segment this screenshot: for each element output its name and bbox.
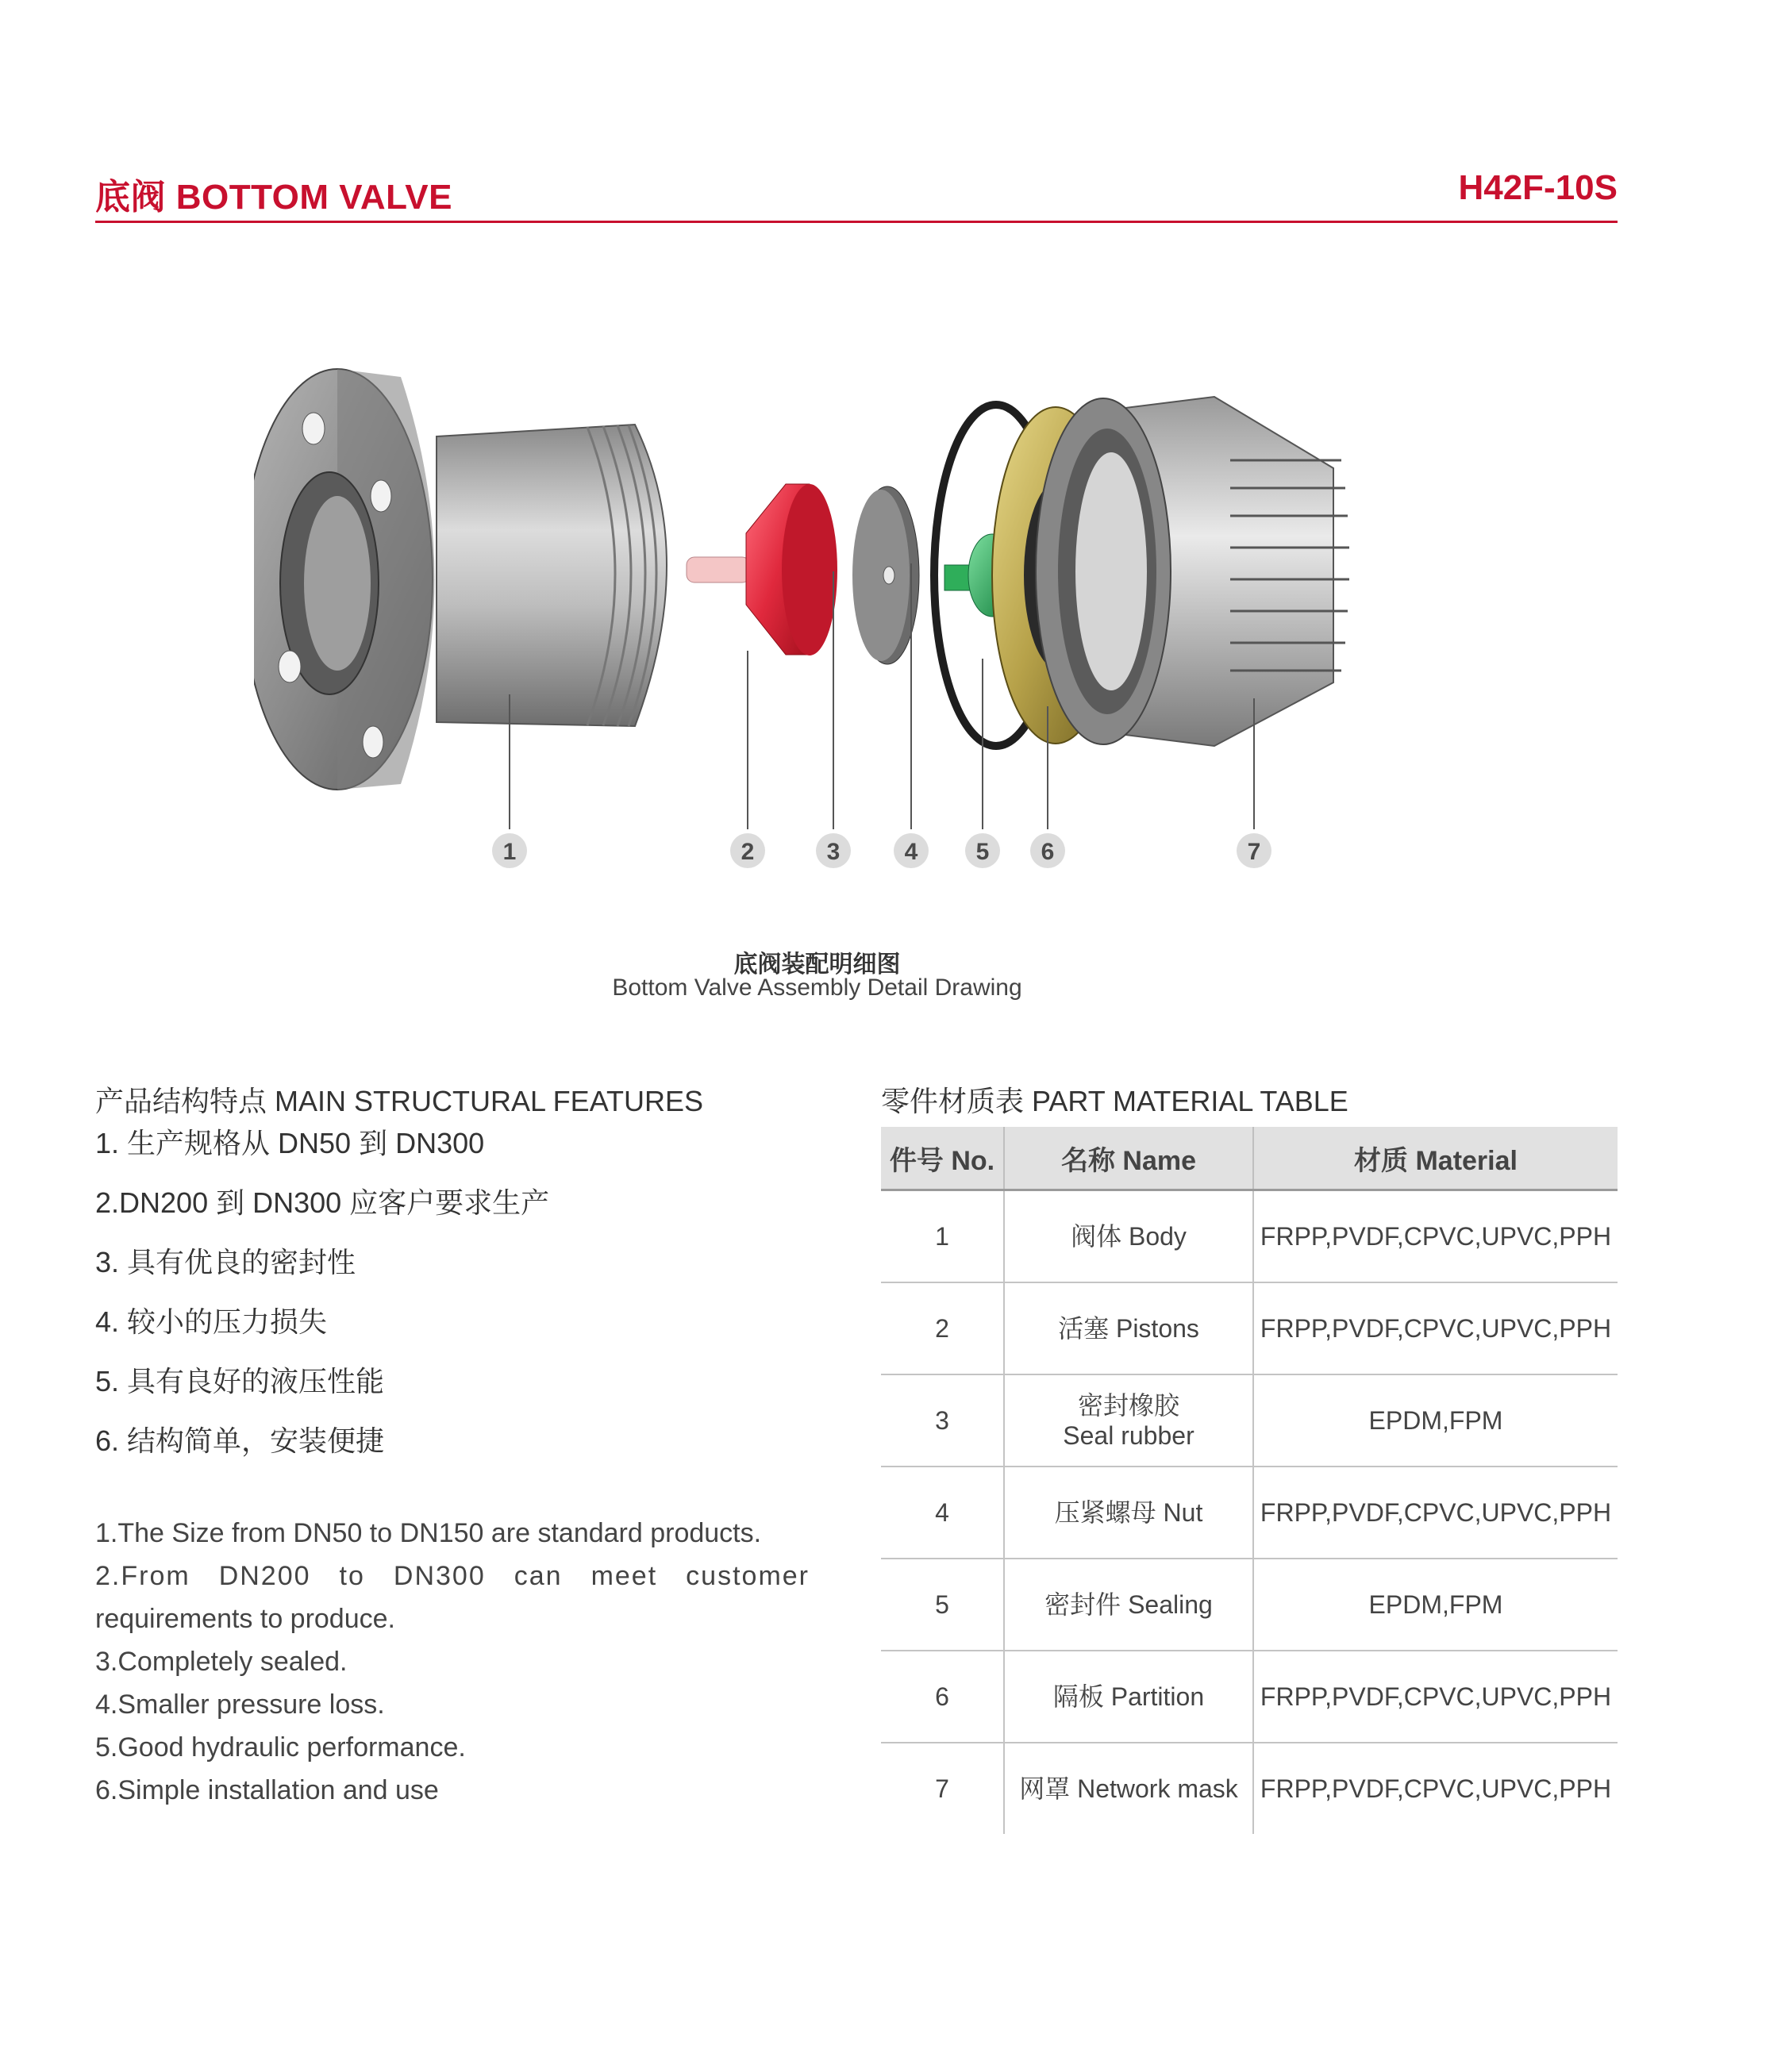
table-row: [881, 1559, 1618, 1651]
table-header-row: [881, 1127, 1618, 1190]
feature-en-item: 3.Completely sealed.: [95, 1647, 348, 1677]
feature-en-item: 2.From DN200 to DN300 can meet customer: [95, 1561, 810, 1591]
callout-4-label: 4: [904, 839, 918, 865]
page-title: 底阀 BOTTOM VALVE: [95, 178, 452, 217]
row-material: FRPP,PVDF,CPVC,UPVC,PPH: [1253, 1282, 1618, 1374]
assembly-diagram: [254, 349, 1445, 889]
row-material: FRPP,PVDF,CPVC,UPVC,PPH: [1253, 1467, 1618, 1559]
callout-6: [1030, 833, 1065, 868]
feature-en-item: 1.The Size from DN50 to DN150 are standard products.: [95, 1518, 762, 1548]
row-name: [1004, 1374, 1253, 1467]
row-name: 网罩 Network mask: [1004, 1743, 1253, 1834]
row-name-line2: Seal rubber: [1063, 1421, 1194, 1450]
diagram-caption-en: Bottom Valve Assembly Detail Drawing: [612, 974, 1022, 1001]
material-table: [881, 1127, 1618, 1834]
callout-6-label: 6: [1041, 839, 1055, 865]
row-no: 5: [881, 1559, 1004, 1651]
row-material: EPDM,FPM: [1253, 1374, 1618, 1467]
row-name: 压紧螺母 Nut: [1004, 1467, 1253, 1559]
feature-en-item: 4.Smaller pressure loss.: [95, 1690, 385, 1720]
feature-en-item: 6.Simple installation and use: [95, 1775, 439, 1805]
feature-cn-item: 4. 较小的压力损失: [95, 1305, 328, 1338]
header-no: 件号 No.: [881, 1127, 1004, 1190]
material-table-title: 零件材质表 PART MATERIAL TABLE: [881, 1085, 1348, 1117]
feature-cn-item: 1. 生产规格从 DN50 到 DN300: [95, 1127, 485, 1159]
row-name-line1: 密封橡胶: [1077, 1391, 1179, 1420]
feature-cn-item: 3. 具有优良的密封性: [95, 1246, 356, 1278]
table-row: [881, 1651, 1618, 1743]
row-no: 4: [881, 1467, 1004, 1559]
row-name: 阀体 Body: [1004, 1190, 1253, 1283]
table-row: [881, 1190, 1618, 1283]
feature-cn-item: 6. 结构简单，安装便捷: [95, 1424, 385, 1457]
model-number: H42F-10S: [1458, 168, 1618, 207]
callout-1: [492, 833, 527, 868]
table-row: [881, 1467, 1618, 1559]
callout-5-label: 5: [975, 839, 990, 865]
feature-cn-item: 5. 具有良好的液压性能: [95, 1365, 385, 1397]
table-row: [881, 1374, 1618, 1467]
header-divider: [95, 221, 1618, 223]
part-piston: [687, 484, 837, 655]
row-no: 3: [881, 1374, 1004, 1467]
row-no: 2: [881, 1282, 1004, 1374]
diagram-caption-cn: 底阀装配明细图: [733, 951, 901, 978]
callout-2: [730, 833, 765, 868]
row-no: 6: [881, 1651, 1004, 1743]
callout-4: [894, 833, 929, 868]
callout-7-label: 7: [1247, 839, 1261, 865]
row-name: 活塞 Pistons: [1004, 1282, 1253, 1374]
row-name: 隔板 Partition: [1004, 1651, 1253, 1743]
table-row: [881, 1282, 1618, 1374]
row-no: 7: [881, 1743, 1004, 1834]
feature-en-item: requirements to produce.: [95, 1604, 395, 1634]
callout-5: [965, 833, 1000, 868]
feature-cn-item: 2.DN200 到 DN300 应客户要求生产: [95, 1186, 550, 1219]
features-section: [95, 1079, 810, 1479]
features-title: 产品结构特点 MAIN STRUCTURAL FEATURES: [95, 1085, 704, 1117]
header-name: 名称 Name: [1004, 1127, 1253, 1190]
row-name: 密封件 Sealing: [1004, 1559, 1253, 1651]
features-en-list: [95, 1512, 810, 1812]
row-material: FRPP,PVDF,CPVC,UPVC,PPH: [1253, 1190, 1618, 1283]
row-material: FRPP,PVDF,CPVC,UPVC,PPH: [1253, 1651, 1618, 1743]
part-seal-rubber: [852, 486, 919, 664]
row-material: FRPP,PVDF,CPVC,UPVC,PPH: [1253, 1743, 1618, 1834]
callout-3-label: 3: [826, 839, 841, 865]
part-body: [254, 369, 667, 790]
callout-7: [1237, 833, 1271, 868]
callout-3: [816, 833, 851, 868]
callout-1-label: 1: [502, 839, 517, 865]
part-network-mask: [1036, 397, 1349, 746]
row-material: EPDM,FPM: [1253, 1559, 1618, 1651]
header-material: 材质 Material: [1253, 1127, 1618, 1190]
table-row: [881, 1743, 1618, 1834]
callout-2-label: 2: [741, 839, 755, 865]
row-no: 1: [881, 1190, 1004, 1283]
feature-en-item: 5.Good hydraulic performance.: [95, 1732, 466, 1763]
